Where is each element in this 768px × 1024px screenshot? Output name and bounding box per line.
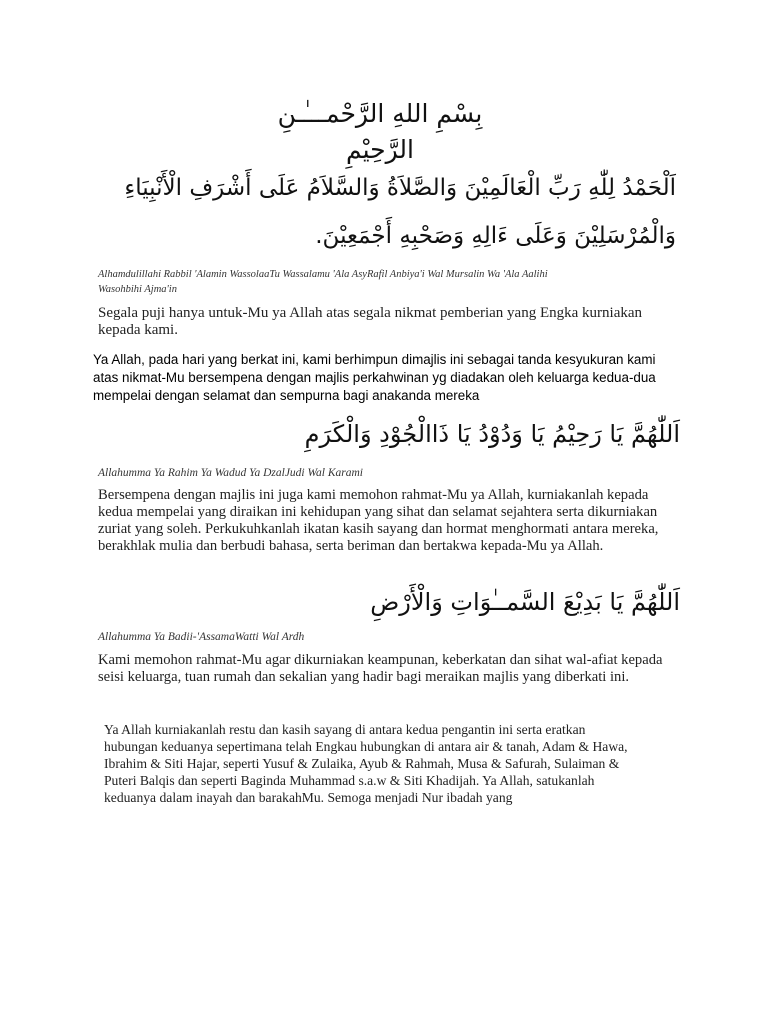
paragraph-gathering: Ya Allah, pada hari yang berkat ini, kami berhimpun dimajlis ini sebagai tanda kesyukuran kami atas nikmat-Mu bersempena dengan majlis perkahwinan yg diadakan oleh keluarga kedua-dua mempelai dengan selamat dan sempurna bagi anakanda mereka <box>93 352 656 403</box>
basmalah: بِسْمِ اللهِ الرَّحْمـــٰـنِ الرَّحِيْمِ <box>277 99 483 164</box>
paragraph-couple-union: Ya Allah kurniakanlah restu dan kasih sayang di antara kedua pengantin ini serta eratkan hubungan keduanya sepertimana telah Engkau hubungkan di antara air & tanah, Adam & Hawa, Ibrahim & Siti Hajar, seperti Yusuf & Zulaika, Ayub & Rahmah, Musa & Safurah, Sulaiman & Puteri Balqis dan seperti Baginda Muhammad s.a.w & Siti Khadijah. Ya Allah, satukanlah keduanya dalam inayah dan barakahMu. Semoga menjadi Nur ibadah yang <box>104 722 628 805</box>
hamdalah-line-2: وَالْمُرْسَلِيْنَ وَعَلَى ءَالِهِ وَصَحْبِهِ أَجْمَعِيْنَ. <box>315 223 676 249</box>
dua-badii-assamawati: اَللّٰهُمَّ يَا بَدِيْعَ السَّمــٰوَاتِ وَالْأَرْضِ <box>370 588 680 616</box>
transliteration-1-line-1: Alhamdulillahi Rabbil 'Alamin WassolaaTu Wassalamu 'Ala AsyRafil Anbiya'i Wal Mursalin Wa 'Ala Aalihi <box>98 269 548 280</box>
transliteration-2: Allahumma Ya Rahim Ya Wadud Ya DzalJudi Wal Karami <box>98 467 363 479</box>
dua-ya-rahim: اَللّٰهُمَّ يَا رَحِيْمُ يَا وَدُوْدُ يَا ذَاالْجُوْدِ وَالْكَرَمِ <box>304 420 680 448</box>
paragraph-praise: Segala puji hanya untuk-Mu ya Allah atas segala nikmat pemberian yang Engka kurniakan kepada kami. <box>98 305 643 338</box>
transliteration-1-line-2: Wasohbihi Ajma'in <box>98 284 177 295</box>
paragraph-forgiveness: Kami memohon rahmat-Mu agar dikurniakan keampunan, keberkatan dan sihat wal-afiat kepada seisi keluarga, tuan rumah dan sekalian yang hadir bagi meraikan majlis yang diberkati ini. <box>98 652 663 685</box>
hamdalah-line-1: اَلْحَمْدُ لِلّٰهِ رَبِّ الْعَالَمِيْنَ وَالصَّلاَةُ وَالسَّلاَمُ عَلَى أَشْرَفِ الْأَنْبِيَاءِ <box>124 175 676 201</box>
transliteration-3: Allahumma Ya Badii-'AssamaWatti Wal Ardh <box>98 631 305 643</box>
paragraph-blessing-couple: Bersempena dengan majlis ini juga kami memohon rahmat-Mu ya Allah, kurniakanlah kepada kedua mempelai yang diraikan ini kehidupan yang sihat dan selamat sejahtera serta dikurniakan zuriat yang soleh. Perkukuhkanlah ikatan kasih sayang dan hormat menghormati antara mereka, berakhlak mulia dan berbudi bahasa, serta beriman dan bertakwa kepada-Mu ya Allah. <box>98 487 659 554</box>
